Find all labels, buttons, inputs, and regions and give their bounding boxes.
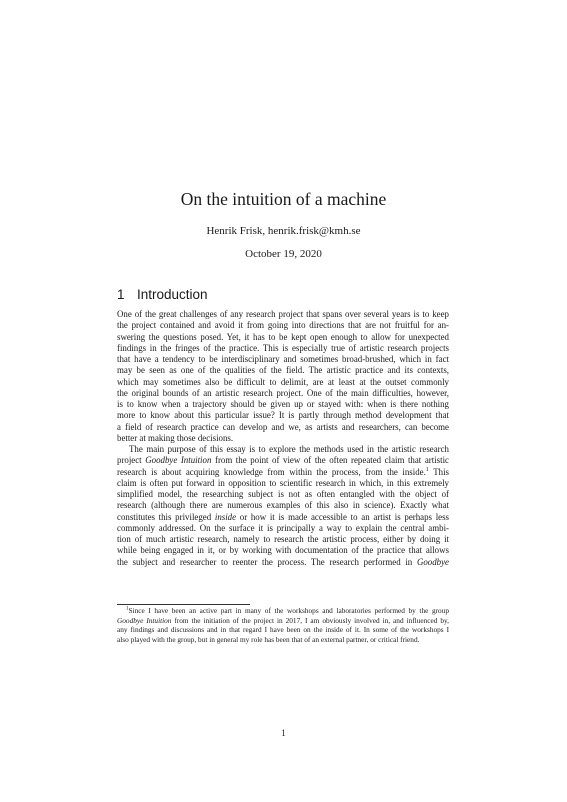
text-line: swering the questions posed. Yet, it has to be kept open enough to allow for unexpected <box>117 331 449 342</box>
text-line: may be seen as one of the qualities of the field. The artistic practice and its contexts, <box>117 365 449 376</box>
footnote-line: also played with the group, but in general my role has been that of an external partner, or critical friend. <box>117 634 420 644</box>
text-line: simplified model, the researching subject is not as often entangled with the object of <box>117 489 449 499</box>
paragraph-1 <box>117 309 449 444</box>
text-line: One of the great challenges of any research project that spans over several years is to keep <box>117 309 449 319</box>
project-name: Goodbye Intuition <box>145 455 212 466</box>
section-number: 1 <box>117 287 125 302</box>
text-line: tion of much artistic research, namely to research the artistic process, either by doing it <box>117 534 449 544</box>
text-line: commonly addressed. On the surface it is principally a way to explain the central ambi- <box>117 522 449 533</box>
section-title: Introduction <box>137 287 208 302</box>
author-line: Henrik Frisk, henrik.frisk@kmh.se <box>206 225 361 237</box>
emphasis-inside: inside <box>214 511 237 522</box>
text-line: that have a tendency to be interdisciplinary and sometimes broad-brushed, which in fact <box>117 354 449 364</box>
page-number: 1 <box>281 728 286 738</box>
footnote-mark: 1 <box>126 606 129 612</box>
paper-date: October 19, 2020 <box>245 248 322 260</box>
footnote-ref[interactable]: 1 <box>425 466 429 473</box>
text-line: while being engaged in it, or by working with documentation of the practice that allows <box>117 545 449 556</box>
text-line: findings in the fringes of the practice. This is especially true of artistic research projects <box>117 342 449 353</box>
text-line: better at making those decisions. <box>117 432 234 443</box>
footnote-line: any findings and discussions and in that regard I have been on the inside of it. In some of the workshops I <box>117 625 449 635</box>
text-line: claim is often put forward in opposition to scientific research in which, in this extremely <box>117 477 449 488</box>
body-text <box>117 309 449 568</box>
text-line: the subject and researcher to reenter the process. The research performed in Goodbye <box>117 556 449 567</box>
paragraph-2 <box>117 444 449 568</box>
text-line: constitutes this privileged inside or how it is made accessible to an artist is perhaps less <box>117 511 450 522</box>
text-line: is to know when a trajectory should be given up or stayed with: when is there nothing <box>117 399 449 409</box>
text-line: project Goodbye Intuition from the point of view of the often repeated claim that artistic <box>117 455 449 466</box>
project-name: Goodbye <box>416 556 449 567</box>
paper-title: On the intuition of a machine <box>180 189 387 209</box>
section-heading <box>117 287 208 303</box>
footnote-line: Goodbye Intuition from the initiation of the project in 2017, I am obviously involved in, and influenced by, <box>117 615 449 625</box>
text-line: The main purpose of this essay is to explore the methods used in the artistic research <box>129 444 449 454</box>
text-line: the project contained and avoid it from going into directions that are not fruitful for an- <box>117 320 449 331</box>
footnote-divider <box>117 604 250 605</box>
text-line: which may sometimes also be difficult to delimit, are at least at the outset commonly <box>117 376 449 387</box>
footnote-line: $^1$Since I have been an active part in many of the workshops and laboratories performed by the group <box>126 606 449 615</box>
text-line: the original bounds of an artistic research project. One of the main difficulties, however, <box>117 387 449 398</box>
text-line: more to know about this particular issue? It is partly through method development that <box>117 410 449 421</box>
text-line: a field of research practice can develop and we, as artists and researchers, can become <box>117 421 449 432</box>
text-line: research (although there are numerous examples of this also in science). Exactly what <box>117 500 449 511</box>
footnote <box>117 606 449 644</box>
text-line: research is about acquiring knowledge from within the process, from the inside.$^1$ This <box>117 466 449 477</box>
